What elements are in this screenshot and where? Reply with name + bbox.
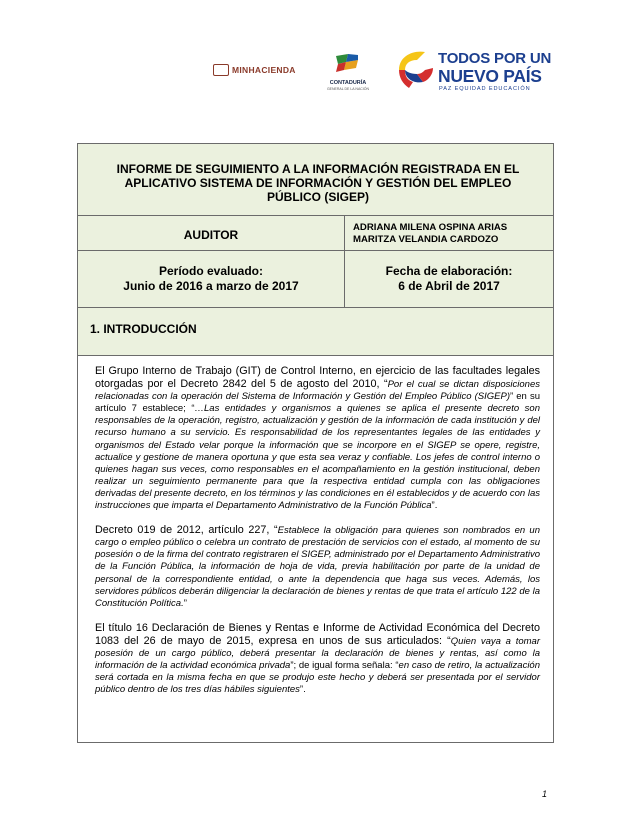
- tricolor-swoosh-icon: [395, 48, 435, 90]
- document-body: [95, 365, 540, 708]
- p1-quote-2: …Las entidades y organismos a quienes se aplica el presente decreto son responsables de la operación, registro, actualización y gestión de la información de cada institución y del recurso humano a su servicio. Es responsabilidad de los representantes legales de las entidades y organismos del Estado velar porque la información que se incorpore en el SIGEP se opere, registre, actualice y gestione de manera oportuna y que esta sea veraz y confiable. Los jefes de control interno o quienes hagan sus veces, como responsables en el acompañamiento en la gestión institucional, deben realizar un seguimiento permanente para que la respectiva entidad cumpla con las obligaciones derivadas del presente decreto, en los términos y las condiciones en él establecidos y de acuerdo con las instrucciones que imparta el Departamento Administrativo de la Función Pública: [95, 403, 540, 512]
- p2-lead: Decreto 019 de 2012, artículo 227, “: [95, 524, 278, 537]
- auditor-names: [353, 222, 507, 246]
- auditor-divider: [344, 216, 345, 250]
- minhacienda-text: MINHACIENDA: [232, 65, 296, 75]
- section-heading: 1. INTRODUCCIÓN: [90, 322, 197, 336]
- todos-por-un-nuevo-pais-logo: [395, 45, 555, 100]
- p3-end: ”.: [299, 684, 306, 696]
- paragraph-3: [95, 622, 540, 697]
- minhacienda-logo: [213, 64, 296, 76]
- period-row: [78, 251, 553, 308]
- contaduria-subtext: GENERAL DE LA NACIÓN: [326, 87, 370, 91]
- crest-icon: [213, 64, 229, 76]
- contaduria-text: CONTADURÍA: [329, 80, 367, 86]
- contaduria-logo: [322, 52, 374, 92]
- date-value: 6 de Abril de 2017: [398, 279, 500, 293]
- p1-mid: ” en su artículo 7 establece; “: [95, 391, 540, 415]
- p1-lead: El Grupo Interno de Trabajo (GIT) de Control Interno, en ejercicio de las facultades legales otorgadas por el Decreto 2842 del 5 de agosto del 2010, “: [95, 365, 540, 391]
- todos-line1: TODOS POR UN: [438, 50, 552, 67]
- period-cell: [78, 264, 344, 294]
- p1-end: ”.: [431, 500, 438, 512]
- todos-line2: NUEVO PAÍS: [438, 66, 542, 86]
- date-label: Fecha de elaboración:: [385, 264, 513, 278]
- auditor-name-1: ADRIANA MILENA OSPINA ARIAS: [353, 222, 508, 233]
- p3-quote-2: en caso de retiro, la actualización será cortada en la misma fecha en que se produjo este hecho y deberá ser presentada por el servidor público dentro de los tres días hábiles siguientes: [95, 660, 540, 696]
- paragraph-2: [95, 524, 540, 610]
- header-logos: [0, 0, 638, 110]
- paragraph-1: [95, 365, 540, 512]
- p2-end: ”: [183, 597, 187, 609]
- period-value: Junio de 2016 a marzo de 2017: [123, 279, 299, 293]
- title-row: [78, 144, 553, 216]
- date-cell: [345, 264, 553, 294]
- todos-line3: PAZ EQUIDAD EDUCACIÓN: [439, 86, 531, 92]
- report-title: INFORME DE SEGUIMIENTO A LA INFORMACIÓN REGISTRADA EN EL APLICATIVO SISTEMA DE INFORMACIÓN Y GESTIÓN DEL EMPLEO PÚBLICO (SIGEP): [116, 162, 520, 204]
- auditor-label: AUDITOR: [183, 228, 239, 242]
- period-label: Período evaluado:: [158, 264, 264, 278]
- p2-quote: Establece la obligación para quienes son nombrados en un cargo o empleo público o celebra un contrato de prestación de servicios con el estado, al momento de su posesión o de la firma del contrato registraren el SIGEP, administrado por el Departamento Administrativo de la Función Pública, la información de hoja de vida, previa habilitación por parte de la unidad de personal de la correspondiente entidad, o ante la dependencia que haga sus veces. Además, los servidores públicos deberán diligenciar la declaración de bienes y rentas de que trata el artículo 122 de la Constitución Política.: [95, 525, 540, 609]
- p1-quote-1: Por el cual se dictan disposiciones relacionadas con la operación del Sistema de Información y Gestión del Empleo Público (SIGEP): [95, 379, 541, 403]
- p3-lead: El título 16 Declaración de Bienes y Rentas e Informe de Actividad Económica del Decreto 1083 del 26 de mayo de 2015, expresa en unos de sus articulados: “: [95, 621, 540, 647]
- p3-mid: ”; de igual forma señala: “: [290, 660, 399, 672]
- auditor-name-2: MARITZA VELANDIA CARDOZO: [353, 234, 499, 245]
- auditor-row: [78, 216, 553, 251]
- p3-quote-1: Quien vaya a tomar posesión de un cargo público, deberá presentar la declaración de bienes y rentas, así como la información de la actividad económica privada: [95, 635, 540, 672]
- page-number: 1: [542, 789, 548, 799]
- section-row: [78, 308, 553, 356]
- contaduria-mark-icon: [332, 52, 362, 78]
